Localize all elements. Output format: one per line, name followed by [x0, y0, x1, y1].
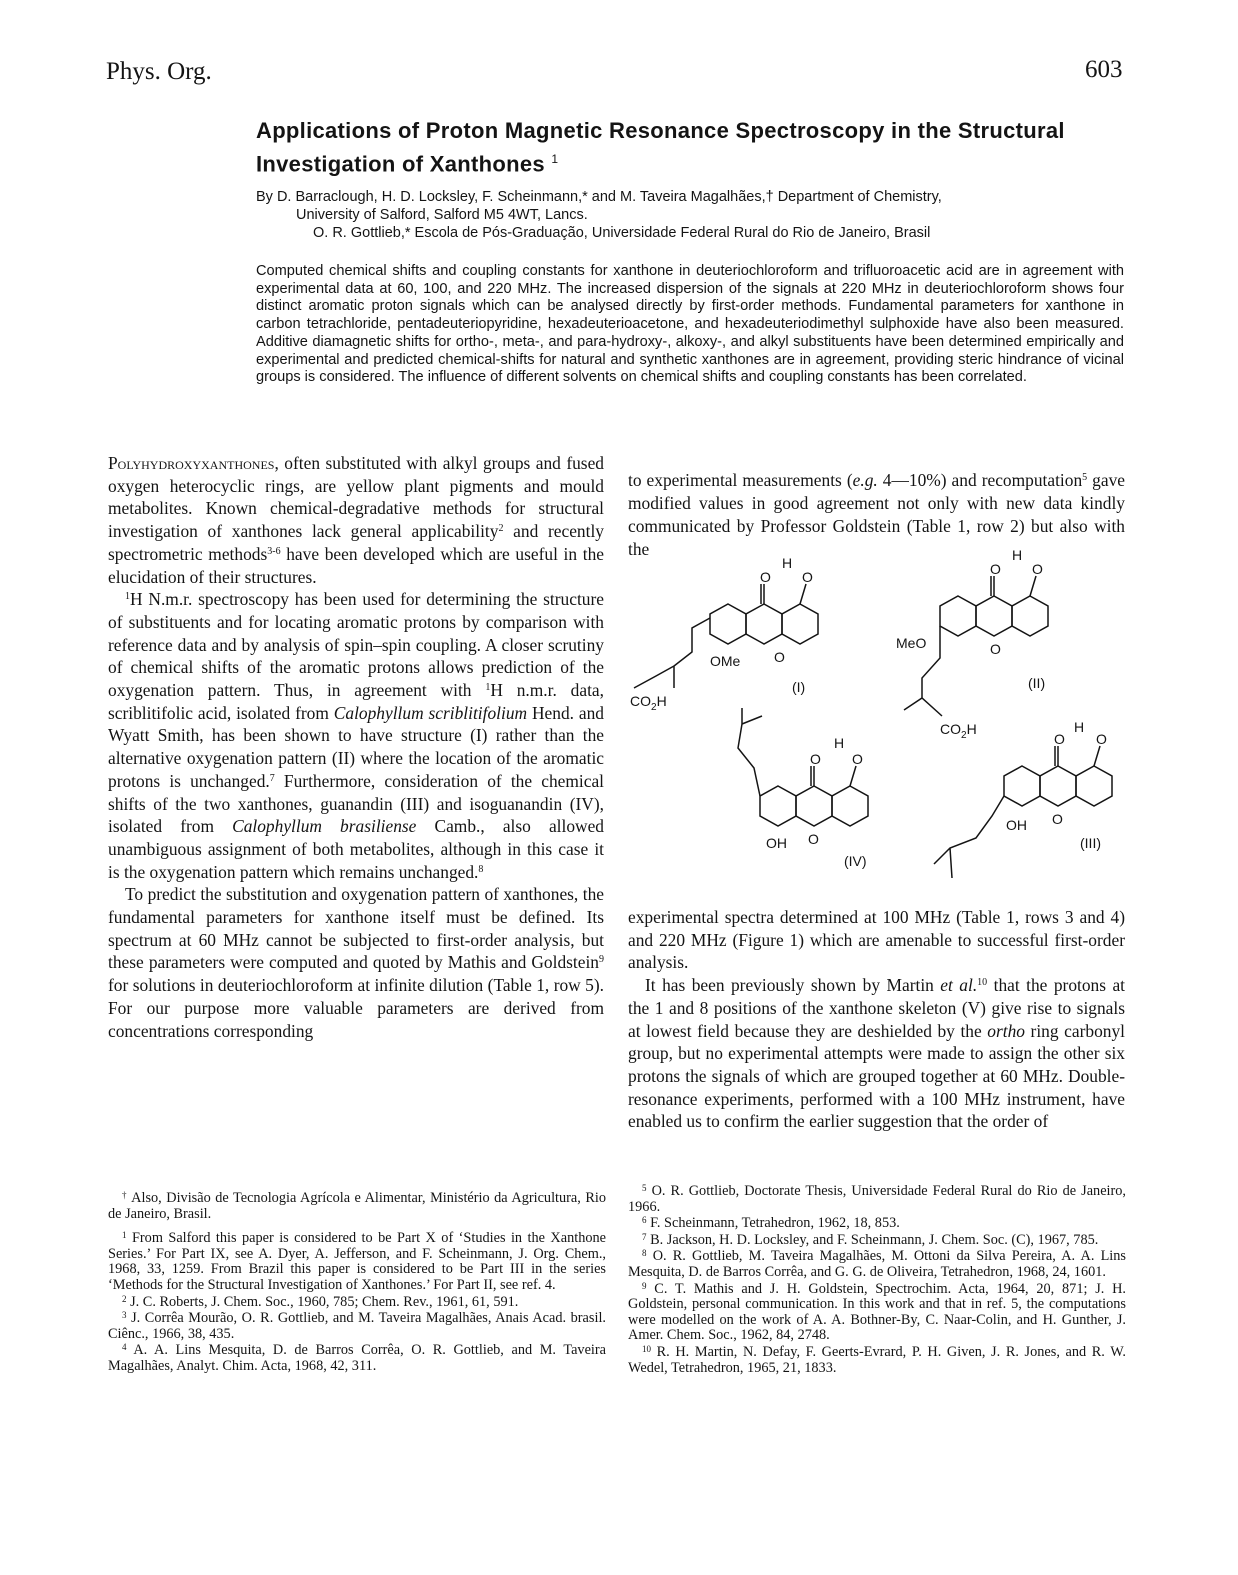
ref-mark: 10: [977, 977, 988, 989]
atom-o: O: [1032, 561, 1043, 577]
atom-o: O: [1054, 731, 1065, 747]
structure-III: [934, 746, 1112, 878]
page-number: 603: [1085, 56, 1123, 83]
oh-bond: [800, 584, 806, 604]
ring: [710, 604, 746, 644]
body-column-right: [628, 906, 1125, 1133]
journal-name: Phys. Org.: [106, 58, 212, 85]
footnote-mark: 7: [642, 1231, 647, 1242]
atom-o: O: [774, 649, 785, 665]
atom-co2h: $CO_2H$: [630, 693, 667, 713]
italic-text: et al.: [940, 975, 978, 996]
ref-mark: 3-6: [267, 545, 281, 557]
italic-text: ortho: [987, 1020, 1025, 1041]
footnote-text: O. R. Gottlieb, M. Taveira Magalhães, M. Ottoni da Silva Pereira, A. A. Lins Mesquita, D. de Barros Corrêa, and G. G. de Oliveira, Tetrahedron, 1968, 24, 1601.: [628, 1248, 1126, 1280]
author-block: [256, 188, 1126, 242]
atom-o: O: [810, 751, 821, 767]
footnote-text: J. C. Roberts, J. Chem. Soc., 1960, 785; Chem. Rev., 1961, 61, 591.: [130, 1293, 519, 1310]
atom-o: O: [1052, 811, 1063, 827]
footnote: [108, 1311, 606, 1342]
body-column-left: [108, 452, 604, 1042]
text-run: Camb., also allowed unambiguous assignment of both metabolites, although in this case it is the oxygenation pattern which remains unchanged.: [108, 816, 604, 882]
carbonyl-bond: [761, 584, 764, 604]
paragraph-2: [108, 588, 604, 883]
carbonyl-bond: [1055, 746, 1058, 766]
footnote-text: F. Scheinmann, Tetrahedron, 1962, 18, 853.: [650, 1215, 900, 1232]
footnote-mark: 4: [122, 1342, 127, 1353]
atom-meo: MeO: [896, 635, 927, 651]
paragraph-4: experimental spectra determined at 100 MHz (Table 1, rows 3 and 4) and 220 MHz (Figure 1) which are amenable to successful first-order analysis.: [628, 907, 1125, 973]
ref-mark: 5: [1082, 472, 1088, 484]
chemical-structures-figure: [620, 548, 1130, 898]
paragraph-continued: [628, 469, 1125, 560]
ref-mark: 2: [498, 523, 504, 535]
title-text: Applications of Proton Magnetic Resonance Spectroscopy in the Structural Investigation of Xanthones: [256, 118, 1065, 177]
author-line-1: By D. Barraclough, H. D. Locksley, F. Scheinmann,* and M. Taveira Magalhães,† Department of Chemistry,: [256, 189, 942, 205]
footnote-mark: 6: [642, 1215, 647, 1226]
footnote-text: J. Corrêa Mourão, O. R. Gottlieb, and M. Taveira Magalhães, Anais Acad. brasil. Ciênc., 1966, 38, 435.: [108, 1310, 606, 1342]
ring: [746, 604, 782, 644]
text-run: H N.m.r. spectroscopy has been used for determining the structure of substituents and for locating aromatic protons by comparison with reference data and by analysis of spin–spin coupling. A closer scrutiny of chemical shifts of the aromatic protons allows prediction of the oxygenation pattern. Thus, in agreement with: [108, 589, 604, 701]
side-chain: [934, 796, 1004, 878]
footnote: [628, 1345, 1126, 1376]
footnote-mark: 3: [122, 1310, 127, 1321]
atom-o: O: [1096, 731, 1107, 747]
text-run: ring carbonyl group, but no experimental attempts were made to assign the other six protons the signals of which are grouped together at 60 MHz. Double-resonance experiments, performed with a 100 MHz instrument, have enabled us to confirm the earlier suggestion that the order of: [628, 1020, 1125, 1132]
structure-label-II: (II): [1028, 675, 1046, 691]
ring: [832, 786, 868, 826]
carbonyl-bond: [991, 576, 994, 596]
ref-mark: 9: [599, 954, 604, 966]
atom-h: H: [782, 555, 793, 571]
text-run: To predict the substitution and oxygenation pattern of xanthones, the fundamental parameters for xanthone itself must be defined. Its spectrum at 60 MHz cannot be subjected to first-order analysis, but these parameters were computed and quoted by Mathis and Goldstein: [108, 884, 604, 973]
side-chain: [634, 618, 710, 688]
oh-bond: [850, 766, 856, 786]
footnote-text: R. H. Martin, N. Defay, F. Geerts-Evrard, P. H. Given, J. R. Jones, and R. W. Wedel, Tetrahedron, 1965, 21, 1833.: [628, 1343, 1126, 1376]
species-name: Calophyllum brasiliense: [232, 816, 417, 837]
atom-o: O: [852, 751, 863, 767]
footnote-mark: 5: [642, 1183, 647, 1193]
atom-o: O: [990, 641, 1001, 657]
ring: [782, 604, 818, 644]
text-run: H n.m.r. data, scriblitifolic acid, isolated from: [108, 680, 604, 723]
footnote-text: C. T. Mathis and J. H. Goldstein, Spectrochim. Acta, 1964, 20, 871; J. H. Goldstein, personal communication. In this work and that in ref. 5, the computations were modelled on the work of A. A. Bothner-By, C. Naar-Colin, and H. Gunther, J. Amer. Chem. Soc., 1962, 84, 2748.: [628, 1280, 1127, 1344]
footnote-text: B. Jackson, H. D. Locksley, and F. Scheinmann, J. Chem. Soc. (C), 1967, 785.: [650, 1231, 1099, 1248]
footnote-mark: 9: [642, 1280, 647, 1291]
paragraph-3: [108, 883, 604, 1042]
text-run: Hend. and Wyatt Smith, has been shown to have structure (I) rather than the alternative oxygenation pattern (II) where the location of the aromatic protons is unchanged.: [108, 702, 604, 791]
paper-title: [256, 117, 1126, 178]
footnote-text: From Salford this paper is considered to be Part X of ‘Studies in the Xanthone Series.’ For Part IX, see A. Dyer, A. Jefferson, and F. Scheinmann, J. Org. Chem., 1968, 33, 1259. From Brazil this paper is considered to be Part III in the series ‘Methods for the Structural Investigation of Xanthones.’ For Part II, see ref. 4.: [108, 1230, 607, 1293]
atom-o: O: [802, 569, 813, 585]
oh-bond: [1030, 576, 1036, 596]
footnote: [108, 1343, 606, 1374]
footnote: [628, 1282, 1126, 1344]
lead-word: Polyhydroxyxanthones,: [108, 453, 279, 473]
carbonyl-bond: [811, 766, 814, 786]
text-run: often substituted with alkyl groups and fused oxygen heterocyclic rings, are yellow plant pigments and mould metabolites. Known chemical-degradative methods for structural investigation of xanthones lack general applicability: [108, 453, 604, 542]
ring: [1012, 596, 1048, 636]
footnotes-left: [108, 1191, 606, 1376]
footnote-mark: †: [122, 1190, 128, 1200]
atom-co2h: $CO_2H$: [940, 721, 977, 741]
author-line-2: University of Salford, Salford M5 4WT, Lancs.: [296, 207, 588, 223]
atom-h: H: [1012, 548, 1023, 563]
ring: [1004, 766, 1040, 806]
ring: [940, 596, 976, 636]
title-ref-mark: 1: [551, 152, 559, 166]
footnote-mark: 2: [122, 1293, 127, 1304]
text-run: gave modified values in good agreement not only with new data kindly communicated by Professor Goldstein (Table 1, row 2) but also with the: [628, 470, 1125, 559]
ring: [976, 596, 1012, 636]
text-run: Furthermore, consideration of the chemical shifts of the two xanthones, guanandin (III) and isoguanandin (IV), isolated from: [108, 770, 604, 837]
footnote: [108, 1191, 606, 1222]
atom-oh: OH: [766, 835, 787, 851]
footnote: [108, 1231, 606, 1293]
structure-IV: [738, 708, 868, 826]
ring: [1040, 766, 1076, 806]
author-line-3: O. R. Gottlieb,* Escola de Pós-Graduação, Universidade Federal Rural do Rio de Janeiro, Brasil: [313, 225, 931, 241]
text-run: for solutions in deuteriochloroform at infinite dilution (Table 1, row 5). For our purpose more valuable parameters are derived from concentrations corresponding: [108, 975, 604, 1041]
text-run: It has been previously shown by Martin: [645, 975, 941, 996]
abstract: Computed chemical shifts and coupling constants for xanthone in deuteriochloroform and trifluoroacetic acid are in agreement with experimental data at 60, 100, and 220 MHz. The increased dispersion of the signals at 220 MHz in deuteriochloroform shows four distinct aromatic proton signals which can be analysed directly by first-order methods. Fundamental parameters for xanthone in carbon tetrachloride, pentadeuteriopyridine, hexadeuterioacetone, and hexadeuteriodimethyl sulphoxide have also been measured. Additive diamagnetic shifts for ortho-, meta-, and para-hydroxy-, alkoxy-, and alkyl substituents have been determined empirically and experimental and predicted chemical-shifts for natural and synthetic xanthones are in agreement, providing steric hindrance of vicinal groups is considered. The influence of different solvents on chemical shifts and coupling constants has been correlated.: [256, 263, 1124, 386]
footnote-mark: 1: [122, 1230, 127, 1241]
oh-bond: [1094, 746, 1100, 766]
atom-o: O: [808, 831, 819, 847]
text-run: that the protons at the 1 and 8 positions of the xanthone skeleton (V) give rise to signals at lowest field because they are deshielded by the: [628, 975, 1125, 1041]
footnote-text: A. A. Lins Mesquita, D. de Barros Corrêa, O. R. Gottlieb, and M. Taveira Magalhães, Analyt. Chim. Acta, 1968, 42, 311.: [108, 1342, 606, 1374]
footnote: [628, 1216, 1126, 1232]
text-run: have been developed which are useful in the elucidation of their structures.: [108, 543, 604, 587]
structure-label-III: (III): [1080, 835, 1101, 851]
paragraph-1: [108, 452, 604, 588]
footnote: [628, 1249, 1126, 1280]
ring: [796, 786, 832, 826]
footnote: [108, 1295, 606, 1311]
footnote-text: O. R. Gottlieb, Doctorate Thesis, Universidade Federal Rural do Rio de Janeiro, 1966.: [628, 1183, 1126, 1215]
ref-mark: 7: [269, 772, 275, 784]
footnote-mark: 8: [642, 1248, 647, 1259]
footnotes-right: [628, 1184, 1126, 1377]
text-run: 4—10%) and recomputation: [877, 470, 1083, 491]
structure-I: [634, 584, 818, 688]
isotope-mark: 1: [125, 591, 130, 603]
isotope-mark: 1: [485, 682, 491, 694]
text-run: and recently spectrometric methods: [108, 521, 604, 564]
text-run: to experimental measurements (: [628, 470, 853, 491]
structure-label-I: (I): [792, 679, 806, 695]
atom-o: O: [760, 569, 771, 585]
atom-ome: OMe: [710, 653, 741, 669]
footnote: [628, 1184, 1126, 1215]
atom-h: H: [834, 735, 845, 751]
atom-h: H: [1074, 719, 1085, 735]
atom-o: O: [990, 561, 1001, 577]
structure-label-IV: (IV): [844, 853, 867, 869]
footnote: [628, 1233, 1126, 1249]
paragraph-5: [628, 974, 1125, 1133]
footnote-mark: 10: [642, 1343, 651, 1354]
italic-text: e.g.: [852, 470, 878, 491]
ring: [760, 786, 796, 826]
atom-oh: OH: [1006, 817, 1027, 833]
side-chain: [738, 708, 762, 796]
ref-mark: 8: [478, 863, 484, 875]
ring: [1076, 766, 1112, 806]
footnote-text: Also, Divisão de Tecnologia Agrícola e Alimentar, Ministério da Agricultura, Rio de Janeiro, Brasil.: [108, 1190, 607, 1222]
species-name: Calophyllum scriblitifolium: [333, 702, 528, 723]
